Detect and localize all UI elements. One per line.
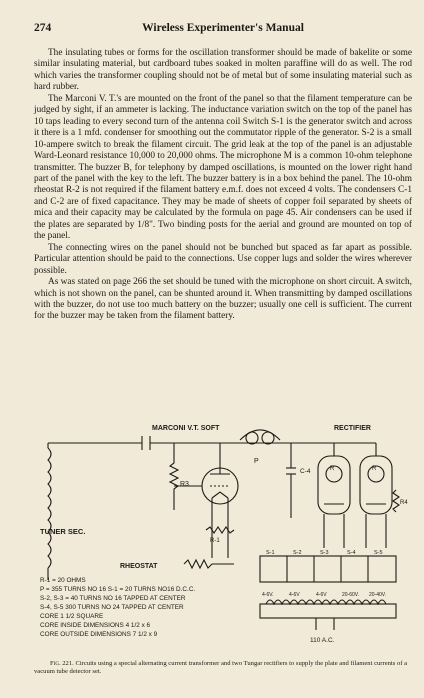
rectifier-tube bbox=[318, 456, 350, 514]
label-tuner: TUNER SEC. bbox=[40, 527, 86, 536]
legend-line: S-4, S-5 300 TURNS NO 24 TAPPED AT CENTER bbox=[40, 604, 184, 611]
tap-label: 4-6V bbox=[289, 592, 300, 598]
label-rheostat: RHEOSTAT bbox=[120, 563, 158, 570]
label-c4: C-4 bbox=[300, 468, 311, 475]
circuit-diagram bbox=[34, 418, 412, 656]
legend-line: P = 355 TURNS NO 16 S-1 = 20 TURNS NO16 D.C.C. bbox=[40, 586, 196, 593]
condenser-c4 bbox=[286, 443, 296, 518]
tap-label: 4-6V bbox=[316, 592, 327, 598]
tap-label: 20-60V. bbox=[342, 592, 360, 598]
switch-label: S-5 bbox=[374, 550, 383, 556]
page-header bbox=[34, 22, 412, 36]
legend-line: CORE 1 1/2 SQUARE bbox=[40, 613, 104, 620]
vacuum-tube-detector bbox=[202, 458, 238, 514]
legend-line: CORE OUTSIDE DIMENSIONS 7 1/2 x 9 bbox=[40, 631, 158, 638]
rectifier-tube bbox=[360, 456, 392, 514]
caption-text: Circuits using a special alternating current transformer and two Tungar rectifiers to supply the plate and filament currents of a vacuum tube detector set. bbox=[34, 660, 408, 675]
tap-label: 20-40V. bbox=[369, 592, 387, 598]
body-text bbox=[34, 48, 412, 323]
tap-label: 4-6V. bbox=[262, 592, 274, 598]
grid-condenser bbox=[142, 436, 150, 450]
figure-label: Fig. 221. bbox=[50, 660, 74, 667]
label-r3: R3 bbox=[180, 481, 189, 488]
label-rectifier: RECTIFIER bbox=[334, 425, 371, 432]
telephone-receivers bbox=[240, 430, 280, 444]
label-r4: R4 bbox=[400, 500, 408, 506]
paragraph: The insulating tubes or forms for the oscillation transformer should be made of bakelite or some similar insulating material, but cardboard tubes soaked in molten paraffine will do as well. The rod which varies the transformer coupling should not be of metal but of some insulating material such as hard rubber. bbox=[34, 48, 412, 93]
svg-text:R: R bbox=[372, 466, 377, 472]
paragraph: The Marconi V. T.'s are mounted on the front of the panel so that the filament temperature can be judged by sight, if an ammeter is lacking. The inductance variation switch on the top of the panel has 10 taps leading to every second turn of the antenna coil Switch S-1 is the generator switch and across it there is a 1 mfd. condenser for smoothing out the commutator ripple of the generator. S-2 is a small 10-ampere switch to break the filament circuit. The grid leak at the top of the panel is an adjustable Ward-Leonard resistance 10,000 to 20,000 ohms. The microphone M is a common 10-ohm telephone transmitter. The buzzer B, for telephony by damped oscillations, is mounted on the lower right hand part of the panel with the key to the left. The buzzer battery is in a box behind the panel. The 10-ohm rheostat R-2 is not required if the filament battery e.m.f. does not exceed 4 volts. The condensers C-1 and C-2 are of fixed capacitance. They may be made of sheets of copper foil separated by sheets of mica and their capacity may be calculated by the formula on page 45. Air condensers can be used if the plates are separated by 1/8". Two binding posts for the aerial and ground are mounted on top of the panel. bbox=[34, 93, 412, 242]
tuner-coil bbox=[48, 443, 51, 574]
paragraph: As was stated on page 266 the set should be tuned with the microphone on short circuit. A switch, which is not shown on the panel, can be shunted around it. When transmitting by damped oscillations with the buzzer, do not use too much battery on the buzzer; usually one cell is sufficient. The current for the buzzer may be taken from the filament battery. bbox=[34, 277, 412, 322]
legend-line: S-2, S-3 = 40 TURNS NO 16 TAPPED AT CENTER bbox=[40, 595, 186, 602]
running-title: Wireless Experimenter's Manual bbox=[142, 22, 304, 34]
legend-line: CORE INSIDE DIMENSIONS 4 1/2 x 6 bbox=[40, 622, 151, 629]
switch-label: S-3 bbox=[320, 550, 329, 556]
figure-caption bbox=[34, 660, 412, 676]
switch-label: S-1 bbox=[266, 550, 275, 556]
label-ac: 110 A.C. bbox=[310, 637, 335, 644]
page-number: 274 bbox=[34, 22, 52, 34]
paragraph: The connecting wires on the panel should not be bunched but spaced as far apart as possible. Particular attention should be paid to the connections. Use copper lugs and solder the wires wherever possible. bbox=[34, 242, 412, 276]
label-marconi: MARCONI V.T. SOFT bbox=[152, 425, 220, 432]
legend-line: R-1 = 20 OHMS bbox=[40, 577, 86, 584]
label-r1: R-1 bbox=[210, 538, 220, 544]
circuit-figure bbox=[34, 418, 412, 656]
switch-label: S-2 bbox=[293, 550, 302, 556]
label-p: P bbox=[254, 458, 259, 465]
switch-label: S-4 bbox=[347, 550, 356, 556]
svg-text:R: R bbox=[330, 466, 335, 472]
